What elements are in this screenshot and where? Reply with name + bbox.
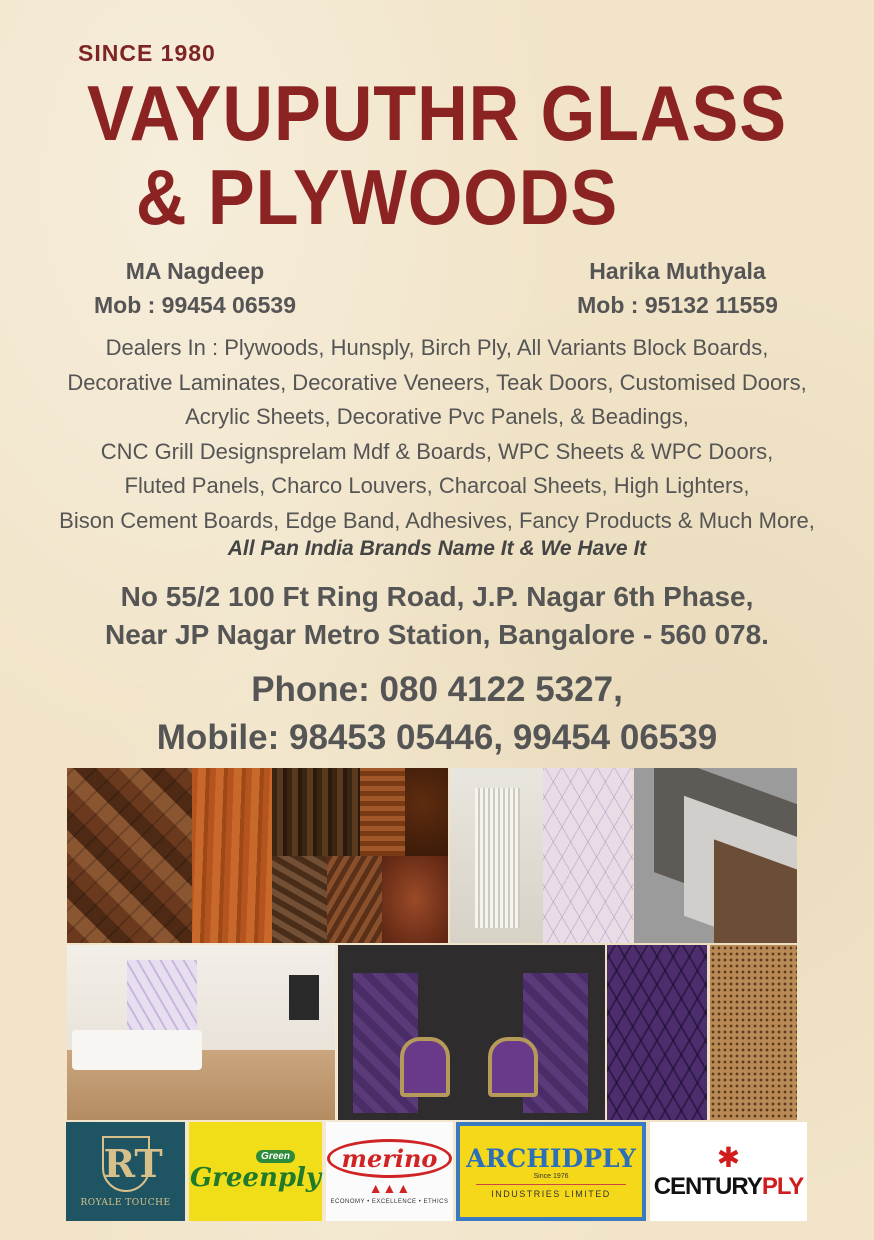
chevron-veneer-image bbox=[272, 856, 327, 943]
business-title-line2: & PLYWOODS bbox=[135, 153, 619, 241]
lounge-interior-image bbox=[338, 945, 605, 1120]
royale-label: ROYALE TOUCHE bbox=[80, 1197, 171, 1208]
dealers-line: CNC Grill Designsprelam Mdf & Boards, WPC Sheets & WPC Doors, bbox=[100, 438, 774, 464]
phone-number: Phone: 080 4122 5327, bbox=[251, 670, 623, 709]
dealers-list bbox=[20, 331, 854, 538]
bedroom-interior-image bbox=[67, 945, 335, 1120]
purple-panel-image bbox=[607, 945, 707, 1120]
merino-logo bbox=[326, 1122, 453, 1221]
fluted-door-room-image bbox=[450, 768, 543, 943]
archidply-name: ARCHIDPLY bbox=[466, 1144, 636, 1173]
tagline: All Pan India Brands Name It & We Have It bbox=[227, 537, 647, 560]
mobile-numbers: Mobile: 98453 05446, 99454 06539 bbox=[156, 718, 718, 757]
greenply-name: Greenply bbox=[189, 1163, 322, 1193]
orange-veneer-image bbox=[192, 768, 272, 943]
greenply-top: Green bbox=[256, 1150, 295, 1163]
centuryply-name-b: PLY bbox=[761, 1172, 804, 1200]
address-line: No 55/2 100 Ft Ring Road, J.P. Nagar 6th Phase, bbox=[120, 581, 754, 612]
contact-mobile: Mob : 95132 11559 bbox=[577, 292, 778, 318]
royale-monogram: RT bbox=[102, 1136, 150, 1192]
star-emblem-icon: ✱ bbox=[716, 1141, 741, 1173]
contact-right bbox=[540, 254, 815, 322]
laminate-sheets-image bbox=[634, 768, 797, 943]
dark-veneer-image bbox=[272, 768, 360, 856]
brown-veneer-image bbox=[360, 768, 405, 856]
address-line: Near JP Nagar Metro Station, Bangalore - 560 078. bbox=[105, 619, 769, 650]
perforated-board-image bbox=[710, 945, 797, 1120]
factory-icon: ▲▲▲ bbox=[368, 1179, 411, 1196]
centuryply-logo bbox=[650, 1122, 807, 1221]
centuryply-name bbox=[654, 1173, 804, 1201]
red-burl-veneer-image bbox=[382, 856, 448, 943]
contact-name: MA Nagdeep bbox=[125, 258, 265, 284]
archidply-since: Since 1976 bbox=[533, 1173, 569, 1180]
herringbone-veneer-image bbox=[67, 768, 192, 943]
dealers-line: Decorative Laminates, Decorative Veneers, Teak Doors, Customised Doors, bbox=[67, 369, 807, 395]
merino-tagline: ECONOMY • EXCELLENCE • ETHICS bbox=[330, 1198, 449, 1205]
dealers-line: Dealers In : Plywoods, Hunsply, Birch Ply, All Variants Block Boards, bbox=[105, 335, 769, 360]
burl-veneer-image bbox=[405, 768, 448, 856]
archidply-logo bbox=[456, 1122, 646, 1221]
dealers-line: Bison Cement Boards, Edge Band, Adhesives, Fancy Products & Much More, bbox=[59, 507, 815, 533]
royale-touche-logo bbox=[66, 1122, 185, 1221]
contact-name: Harika Muthyala bbox=[589, 258, 766, 284]
address bbox=[0, 578, 874, 654]
since-label: SINCE 1980 bbox=[78, 40, 216, 66]
dealers-line: Acrylic Sheets, Decorative Pvc Panels, & Beadings, bbox=[185, 404, 689, 429]
business-title-line1: VAYUPUTHR GLASS bbox=[86, 69, 788, 157]
phone-block bbox=[0, 666, 874, 762]
lilac-panel-image bbox=[543, 768, 633, 943]
greenply-logo bbox=[189, 1122, 322, 1221]
archidply-industries: INDUSTRIES LIMITED bbox=[491, 1189, 611, 1199]
archidply-divider bbox=[476, 1184, 626, 1185]
centuryply-name-a: CENTURY bbox=[653, 1172, 762, 1200]
contact-mobile: Mob : 99454 06539 bbox=[93, 292, 296, 318]
brick-veneer-image bbox=[327, 856, 382, 943]
dealers-line: Fluted Panels, Charco Louvers, Charcoal Sheets, High Lighters, bbox=[124, 473, 750, 498]
contact-left bbox=[60, 254, 330, 322]
merino-name: merino bbox=[327, 1139, 453, 1178]
